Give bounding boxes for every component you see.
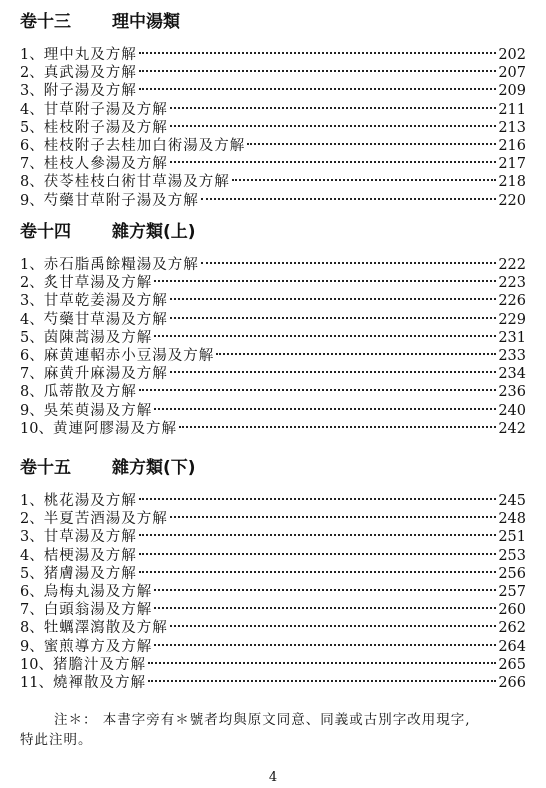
entry-list [20, 256, 526, 438]
toc-entry [20, 492, 526, 510]
entry-number: 8、 [20, 174, 44, 191]
dot-leader [139, 534, 497, 536]
toc-entry [20, 101, 526, 119]
dot-leader [139, 70, 497, 72]
toc-entry [20, 329, 526, 347]
dot-leader [154, 408, 496, 410]
toc-entry [20, 64, 526, 82]
dot-leader [139, 571, 497, 573]
entry-page-number: 234 [498, 366, 526, 383]
volume-label: 卷十四 [20, 222, 71, 242]
dot-leader [139, 498, 497, 500]
entry-page-number: 251 [498, 529, 526, 546]
entry-number: 5、 [20, 565, 44, 582]
entry-title: 甘草乾姜湯及方解 [43, 293, 168, 310]
entry-number: 6、 [20, 137, 44, 154]
section-heading [20, 456, 526, 480]
toc-entry [20, 383, 526, 401]
entry-number: 10、 [20, 656, 53, 673]
entry-title: 瓜蒂散及方解 [43, 384, 137, 401]
entry-title: 甘草湯及方解 [43, 529, 137, 546]
toc-entry [20, 528, 526, 546]
entry-page-number: 262 [498, 620, 526, 637]
dot-leader [139, 553, 497, 555]
entry-page-number: 226 [498, 293, 526, 310]
dot-leader [154, 335, 496, 337]
entry-title: 茯苓桂枝白術甘草湯及方解 [43, 174, 230, 191]
entry-page-number: 216 [498, 137, 526, 154]
toc-section-14 [20, 220, 526, 438]
entry-page-number: 248 [498, 511, 526, 528]
entry-title: 甘草附子湯及方解 [43, 101, 168, 118]
entry-title: 猪膚湯及方解 [43, 565, 137, 582]
toc-entry [20, 173, 526, 191]
entry-number: 6、 [20, 583, 44, 600]
volume-label: 卷十五 [20, 458, 71, 478]
entry-number: 1、 [20, 47, 44, 63]
toc-entry [20, 638, 526, 656]
entry-title: 真武湯及方解 [43, 65, 137, 82]
toc-entry [20, 601, 526, 619]
entry-number: 6、 [20, 347, 44, 364]
entry-title: 炙甘草湯及方解 [43, 275, 153, 292]
entry-number: 2、 [20, 275, 44, 292]
entry-number: 4、 [20, 311, 44, 328]
entry-page-number: 242 [498, 420, 526, 437]
entry-title: 桂枝附子去桂加白術湯及方解 [43, 137, 246, 154]
entry-number: 2、 [20, 511, 44, 528]
footnote [20, 710, 526, 750]
entry-title: 麻黄連軺赤小豆湯及方解 [43, 347, 215, 364]
entry-page-number: 231 [498, 329, 526, 346]
entry-page-number: 266 [498, 674, 526, 691]
entry-number: 7、 [20, 602, 44, 619]
toc-entry [20, 292, 526, 310]
entry-number: 3、 [20, 293, 44, 310]
section-title: 雜方類(上) [112, 222, 196, 242]
dot-leader [170, 371, 497, 373]
dot-leader [170, 107, 497, 109]
toc-entry [20, 656, 526, 674]
entry-page-number: 207 [498, 65, 526, 82]
dot-leader [154, 607, 496, 609]
entry-title: 猪膽汁及方解 [52, 656, 146, 673]
entry-title: 燒褌散及方解 [52, 674, 146, 691]
section-heading [20, 10, 526, 34]
entry-number: 3、 [20, 83, 44, 100]
page-number: 4 [268, 770, 278, 785]
entry-page-number: 213 [498, 119, 526, 136]
entry-title: 桔梗湯及方解 [43, 547, 137, 564]
toc-entry [20, 192, 526, 210]
toc-entry [20, 510, 526, 528]
dot-leader [148, 680, 496, 682]
entry-page-number: 236 [498, 384, 526, 401]
entry-title: 桃花湯及方解 [43, 493, 137, 509]
dot-leader [139, 88, 497, 90]
dot-leader [170, 161, 497, 163]
entry-number: 8、 [20, 384, 44, 401]
dot-leader [139, 52, 497, 54]
entry-page-number: 245 [498, 493, 526, 509]
toc-section-13 [20, 10, 526, 210]
dot-leader [179, 426, 496, 428]
toc-entry [20, 547, 526, 565]
dot-leader [170, 125, 497, 127]
entry-title: 麻黄升麻湯及方解 [43, 366, 168, 383]
toc-section-15 [20, 456, 526, 692]
toc-entry [20, 155, 526, 173]
toc-entry [20, 82, 526, 100]
entry-page-number: 233 [498, 347, 526, 364]
toc-entry [20, 365, 526, 383]
dot-leader [201, 262, 497, 264]
entry-page-number: 260 [498, 602, 526, 619]
entry-number: 2、 [20, 65, 44, 82]
entry-title: 赤石脂禹餘糧湯及方解 [43, 257, 199, 273]
entry-title: 芍藥甘草湯及方解 [43, 311, 168, 328]
entry-page-number: 240 [498, 402, 526, 419]
toc-entry [20, 565, 526, 583]
entry-page-number: 257 [498, 583, 526, 600]
entry-number: 5、 [20, 119, 44, 136]
entry-page-number: 218 [498, 174, 526, 191]
entry-title: 半夏苦酒湯及方解 [43, 511, 168, 528]
entry-number: 9、 [20, 638, 44, 655]
entry-page-number: 211 [498, 101, 526, 118]
entry-number: 1、 [20, 257, 44, 273]
entry-page-number: 265 [498, 656, 526, 673]
toc-entry [20, 137, 526, 155]
entry-number: 8、 [20, 620, 44, 637]
entry-number: 10、 [20, 420, 53, 437]
entry-title: 芍藥甘草附子湯及方解 [43, 192, 199, 209]
section-title: 理中湯類 [112, 12, 180, 32]
dot-leader [247, 143, 496, 145]
entry-title: 桂枝附子湯及方解 [43, 119, 168, 136]
entry-number: 7、 [20, 366, 44, 383]
toc-entry [20, 256, 526, 274]
dot-leader [170, 516, 497, 518]
volume-label: 卷十三 [20, 12, 71, 32]
entry-page-number: 209 [498, 83, 526, 100]
entry-page-number: 223 [498, 275, 526, 292]
toc-entry [20, 46, 526, 64]
dot-leader [170, 298, 497, 300]
entry-title: 桂枝人參湯及方解 [43, 156, 168, 173]
dot-leader [232, 179, 497, 181]
entry-title: 附子湯及方解 [43, 83, 137, 100]
toc-entry [20, 347, 526, 365]
dot-leader [154, 589, 496, 591]
entry-title: 牡蠣澤瀉散及方解 [43, 620, 168, 637]
dot-leader [148, 662, 496, 664]
toc-entry [20, 402, 526, 420]
entry-number: 4、 [20, 101, 44, 118]
entry-title: 理中丸及方解 [43, 47, 137, 63]
entry-number: 7、 [20, 156, 44, 173]
entry-page-number: 217 [498, 156, 526, 173]
toc-entry [20, 674, 526, 692]
entry-number: 9、 [20, 402, 44, 419]
entry-page-number: 202 [498, 47, 526, 63]
entry-number: 5、 [20, 329, 44, 346]
footnote-line: 注＊： 本書字旁有＊號者均與原文同意、同義或古別字改用現字, [54, 712, 471, 728]
entry-page-number: 229 [498, 311, 526, 328]
entry-title: 白頭翁湯及方解 [43, 602, 153, 619]
dot-leader [154, 644, 496, 646]
dot-leader [170, 625, 497, 627]
dot-leader [154, 280, 496, 282]
toc-entry [20, 119, 526, 137]
section-heading [20, 220, 526, 244]
dot-leader [170, 317, 497, 319]
section-title: 雜方類(下) [112, 458, 196, 478]
dot-leader [201, 198, 497, 200]
entry-number: 11、 [20, 674, 53, 691]
entry-number: 1、 [20, 493, 44, 509]
entry-list [20, 492, 526, 692]
entry-title: 茵陳蒿湯及方解 [43, 329, 153, 346]
entry-title: 吳茱萸湯及方解 [43, 402, 153, 419]
toc-entry [20, 619, 526, 637]
entry-number: 9、 [20, 192, 44, 209]
entry-title: 蜜煎導方及方解 [43, 638, 153, 655]
entry-title: 黄連阿膠湯及方解 [52, 420, 177, 437]
toc-entry [20, 274, 526, 292]
dot-leader [139, 389, 497, 391]
entry-page-number: 220 [498, 192, 526, 209]
entry-page-number: 264 [498, 638, 526, 655]
entry-page-number: 256 [498, 565, 526, 582]
entry-page-number: 253 [498, 547, 526, 564]
entry-list [20, 46, 526, 210]
entry-title: 烏梅丸湯及方解 [43, 583, 153, 600]
toc-entry [20, 311, 526, 329]
entry-number: 3、 [20, 529, 44, 546]
entry-number: 4、 [20, 547, 44, 564]
toc-entry [20, 420, 526, 438]
footnote-line: 特此注明。 [20, 732, 93, 748]
entry-page-number: 222 [498, 257, 526, 273]
toc-entry [20, 583, 526, 601]
dot-leader [216, 353, 496, 355]
